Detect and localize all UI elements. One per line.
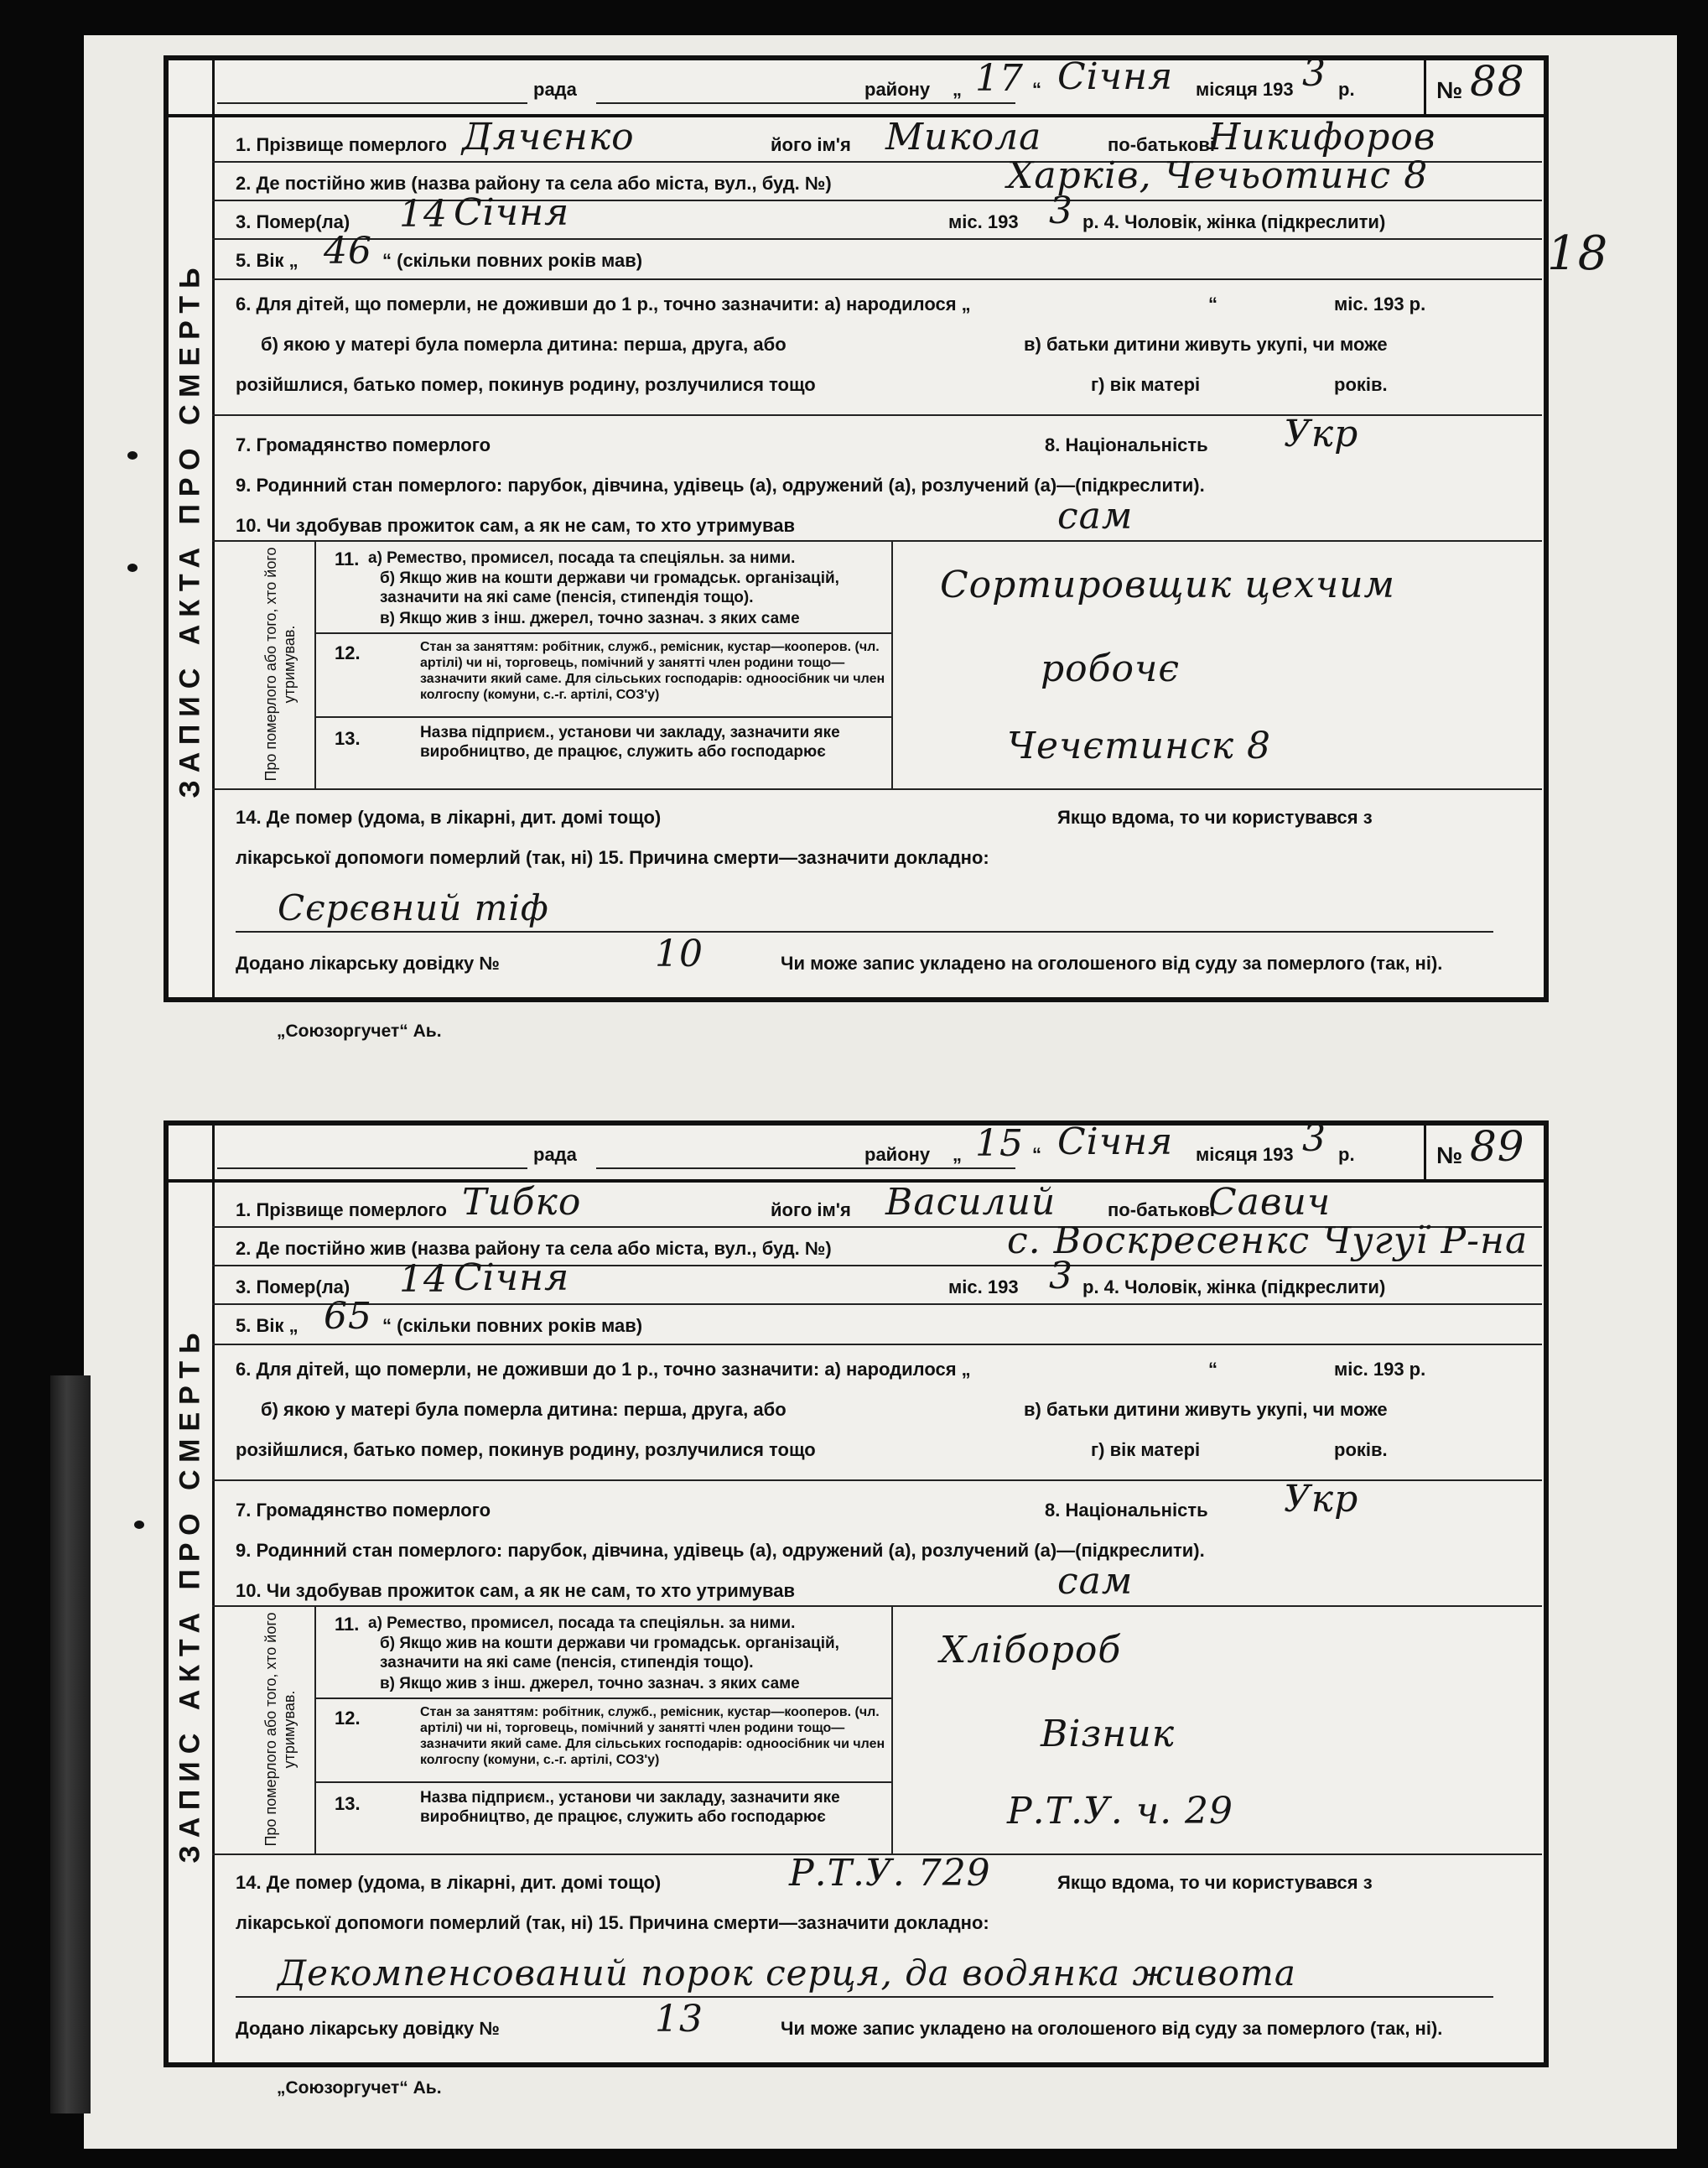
cause-label: лікарської допомоги померлий (так, ні) 15. Причина смерти—зазначити докладно: bbox=[236, 1912, 989, 1933]
died-year-hw: 3 bbox=[1049, 1255, 1073, 1297]
died-month-hw: Січня bbox=[454, 1256, 570, 1299]
child-c3: років. bbox=[1334, 374, 1388, 395]
child-a: 6. Для дітей, що померли, не доживши до 1 р., точно зазначити: а) народилося „ bbox=[236, 1359, 971, 1380]
name-hw: Микола bbox=[885, 116, 1042, 159]
age-label: 5. Вік „ bbox=[236, 1315, 299, 1336]
died-year-hw: 3 bbox=[1049, 190, 1073, 232]
rada-label: рада bbox=[533, 79, 577, 100]
r-label: р. bbox=[1338, 1144, 1355, 1165]
child-b: б) якою у матері була померла дитина: перша, друга, або bbox=[261, 334, 787, 355]
surname-label: 1. Прізвище померлого bbox=[236, 134, 447, 155]
name-hw: Василий bbox=[885, 1181, 1056, 1224]
misiatsia-label: місяця 193 bbox=[1196, 79, 1294, 100]
age-label: 5. Вік „ bbox=[236, 250, 299, 271]
residence-label: 2. Де постійно жив (назва району та села або міста, вул., буд. №) bbox=[236, 173, 832, 194]
died-label: 3. Помер(ла) bbox=[236, 1276, 350, 1297]
no-label: № bbox=[1436, 77, 1463, 103]
status-hw: Візник bbox=[1041, 1713, 1175, 1755]
l11-b: б) Якщо жив на кошти держави чи громадськ. організацій, зазначити на які саме (пенсія, стипендія тощо). bbox=[380, 1635, 839, 1671]
l11-a: а) Ремество, промисел, посада та спеціяльн. за ними. bbox=[368, 1614, 796, 1632]
nationality-label: 8. Національність bbox=[1045, 434, 1208, 455]
residence-hw: с. Воскресенкс Чугуї Р-на bbox=[1007, 1219, 1529, 1262]
vertical-title-band bbox=[169, 1126, 215, 2062]
child-a: 6. Для дітей, що померли, не доживши до 1 р., точно зазначити: а) народилося „ bbox=[236, 294, 971, 315]
cause-hw: Сєрєвний тіф bbox=[278, 887, 549, 928]
form-header bbox=[169, 52, 1544, 117]
name-label: його ім'я bbox=[771, 1199, 851, 1220]
day-hw: 15 bbox=[975, 1122, 1024, 1165]
died-month-hw: Січня bbox=[454, 191, 570, 234]
surname-hw: Тибко bbox=[462, 1181, 582, 1224]
died-mis-label: міс. 193 bbox=[948, 211, 1019, 232]
citizenship-label: 7. Громадянство померлого bbox=[236, 434, 491, 455]
l13-num: 13. bbox=[335, 1793, 361, 1814]
l13-num: 13. bbox=[335, 728, 361, 749]
child-a2: “ bbox=[1208, 294, 1217, 315]
child-a2: “ bbox=[1208, 1359, 1217, 1380]
patr-label: по-батькові bbox=[1108, 134, 1215, 155]
l13-text: Назва підприєм., установи чи закладу, зазначити яке виробництво, де працює, служить або господарює bbox=[420, 1789, 840, 1826]
patr-hw: Никифоров bbox=[1208, 116, 1436, 159]
patr-hw: Савич bbox=[1208, 1181, 1332, 1224]
l11-a: а) Ремество, промисел, посада та спеціяльн. за ними. bbox=[368, 549, 796, 567]
certificate-label: Додано лікарську довідку № bbox=[236, 953, 500, 974]
died-mis-label: міс. 193 bbox=[948, 1276, 1019, 1297]
surname-label: 1. Прізвище померлого bbox=[236, 1199, 447, 1220]
marital-label: 9. Родинний стан померлого: парубок, дівчина, удівець (а), одружений (а), розлучений (а)—(підкреслити). bbox=[236, 1540, 1205, 1561]
place-death-label: 14. Де помер (удома, в лікарні, дит. домі тощо) bbox=[236, 807, 662, 828]
l12-num: 12. bbox=[335, 642, 361, 663]
child-b2: в) батьки дитини живуть укупі, чи може bbox=[1024, 334, 1388, 355]
status-hw: робочє bbox=[1041, 647, 1181, 690]
l11-b: б) Якщо жив на кошти держави чи громадськ. організацій, зазначити на які саме (пенсія, стипендія тощо). bbox=[380, 569, 839, 606]
raionu-label: району bbox=[864, 1144, 931, 1165]
occupation-hw: Хлібороб bbox=[940, 1629, 1122, 1671]
age-rest: “ (скільки повних років мав) bbox=[382, 250, 643, 271]
death-record-form-2 bbox=[164, 1117, 1549, 2067]
punch-hole-mark bbox=[127, 564, 138, 572]
child-c: розійшлися, батько помер, покинув родину, розлучилися тощо bbox=[236, 374, 816, 395]
printer-footer-2: „Союзоргучет“ Аь. bbox=[277, 2078, 442, 2098]
child-c2: г) вік матері bbox=[1091, 374, 1201, 395]
sex-label: р. 4. Чоловік, жінка (підкреслити) bbox=[1082, 1276, 1386, 1297]
workplace-hw: Р.Т.У. ч. 29 bbox=[1007, 1790, 1234, 1833]
died-label: 3. Помер(ла) bbox=[236, 211, 350, 232]
no-hw: 88 bbox=[1470, 57, 1525, 106]
vertical-title-band bbox=[169, 60, 215, 997]
binding-edge bbox=[50, 1375, 91, 2113]
child-c2: г) вік матері bbox=[1091, 1439, 1201, 1460]
form-header bbox=[169, 1117, 1544, 1183]
occupation-hw: Сортировщик цехчим bbox=[940, 564, 1396, 606]
died-day-hw: 14 bbox=[399, 193, 448, 236]
l11-c: в) Якщо жив з інш. джерел, точно зазнач. з яких саме bbox=[380, 1675, 800, 1692]
l11-num: 11. bbox=[335, 548, 360, 569]
died-day-hw: 14 bbox=[399, 1258, 448, 1301]
court-label: Чи може запис укладено на оголошеного від суду за померлого (так, ні). bbox=[781, 953, 1443, 974]
l12-num: 12. bbox=[335, 1708, 361, 1729]
name-label: його ім'я bbox=[771, 134, 851, 155]
child-b2: в) батьки дитини живуть укупі, чи може bbox=[1024, 1399, 1388, 1420]
year-hw: 3 bbox=[1302, 52, 1326, 95]
certificate-label: Додано лікарську довідку № bbox=[236, 2018, 500, 2039]
band-title: ЗАПИС АКТА ПРО СМЕРТЬ bbox=[174, 259, 206, 798]
place-death-hw: Р.Т.У. 729 bbox=[789, 1852, 991, 1895]
number-box bbox=[1424, 57, 1544, 114]
number-box bbox=[1424, 1122, 1544, 1179]
place-death-rest: Якщо вдома, то чи користувався з bbox=[1057, 1872, 1373, 1893]
quote-open: „ bbox=[953, 1144, 962, 1165]
nationality-hw: Укр bbox=[1284, 1478, 1359, 1521]
punch-hole-mark bbox=[134, 1521, 144, 1529]
l12-text: Стан за заняттям: робітник, служб., ремісник, кустар—кооперов. (чл. артілі) чи ні, торговець, помічний у занятті член родини тощо—зазначити який саме. Для сільських господарів: одноосібник чи член колгоспу (комуни, с.-г. артілі, СОЗ'у) bbox=[420, 1705, 885, 1767]
child-b: б) якою у матері була померла дитина: перша, друга, або bbox=[261, 1399, 787, 1420]
month-hw: Січня bbox=[1057, 1120, 1174, 1163]
child-a3: міс. 193 р. bbox=[1334, 1359, 1426, 1380]
nationality-label: 8. Національність bbox=[1045, 1500, 1208, 1521]
quote-open: „ bbox=[953, 79, 962, 100]
l13-text: Назва підприєм., установи чи закладу, зазначити яке виробництво, де працює, служить або господарює bbox=[420, 724, 840, 761]
age-hw: 65 bbox=[324, 1295, 372, 1338]
l11-c: в) Якщо жив з інш. джерел, точно зазнач. з яких саме bbox=[380, 610, 800, 627]
no-label: № bbox=[1436, 1142, 1463, 1168]
month-hw: Січня bbox=[1057, 55, 1174, 98]
rada-label: рада bbox=[533, 1144, 577, 1165]
sex-label: р. 4. Чоловік, жінка (підкреслити) bbox=[1082, 211, 1386, 232]
death-record-form-1 bbox=[164, 52, 1549, 1002]
raionu-label: району bbox=[864, 79, 931, 100]
quote-close: “ bbox=[1032, 1144, 1041, 1165]
band-title: ЗАПИС АКТА ПРО СМЕРТЬ bbox=[174, 1324, 206, 1864]
printer-footer-1: „Союзоргучет“ Аь. bbox=[277, 1022, 442, 1041]
punch-hole-mark bbox=[127, 451, 138, 460]
age-hw: 46 bbox=[324, 230, 372, 273]
quote-close: “ bbox=[1032, 79, 1041, 100]
about-deceased-column bbox=[246, 540, 316, 788]
no-hw: 89 bbox=[1470, 1122, 1525, 1171]
age-rest: “ (скільки повних років мав) bbox=[382, 1315, 643, 1336]
year-hw: 3 bbox=[1302, 1117, 1326, 1160]
child-c: розійшлися, батько помер, покинув родину, розлучилися тощо bbox=[236, 1439, 816, 1460]
cause-label: лікарської допомоги померлий (так, ні) 15. Причина смерти—зазначити докладно: bbox=[236, 847, 989, 868]
certificate-hw: 10 bbox=[655, 933, 703, 975]
cause-hw: Декомпенсований порок серця, да водянка живота bbox=[278, 1952, 1296, 1994]
support-hw: сам bbox=[1057, 1560, 1134, 1603]
residence-label: 2. Де постійно жив (назва району та села або міста, вул., буд. №) bbox=[236, 1238, 832, 1259]
day-hw: 17 bbox=[975, 57, 1024, 100]
child-c3: років. bbox=[1334, 1439, 1388, 1460]
residence-hw: Харків, Чечьотинс 8 bbox=[1007, 154, 1429, 197]
support-hw: сам bbox=[1057, 495, 1134, 538]
support-label: 10. Чи здобував прожиток сам, а як не сам, то хто утримував bbox=[236, 515, 795, 536]
margin-note-hw: 18 bbox=[1547, 226, 1609, 281]
about-deceased-label: Про померлого або того, хто його утримував. bbox=[262, 1612, 298, 1847]
l11-num: 11. bbox=[335, 1614, 360, 1635]
workplace-hw: Чечєтинск 8 bbox=[1007, 725, 1272, 767]
place-death-label: 14. Де помер (удома, в лікарні, дит. домі тощо) bbox=[236, 1872, 662, 1893]
child-a3: міс. 193 р. bbox=[1334, 294, 1426, 315]
certificate-hw: 13 bbox=[655, 1998, 703, 2041]
court-label: Чи може запис укладено на оголошеного від суду за померлого (так, ні). bbox=[781, 2018, 1443, 2039]
r-label: р. bbox=[1338, 79, 1355, 100]
surname-hw: Дячєнко bbox=[462, 116, 635, 159]
about-deceased-column bbox=[246, 1605, 316, 1853]
patr-label: по-батькові bbox=[1108, 1199, 1215, 1220]
citizenship-label: 7. Громадянство померлого bbox=[236, 1500, 491, 1521]
misiatsia-label: місяця 193 bbox=[1196, 1144, 1294, 1165]
l12-text: Стан за заняттям: робітник, служб., ремісник, кустар—кооперов. (чл. артілі) чи ні, торговець, помічний у занятті член родини тощо—зазначити який саме. Для сільських господарів: одноосібник чи член колгоспу (комуни, с.-г. артілі, СОЗ'у) bbox=[420, 640, 885, 702]
support-label: 10. Чи здобував прожиток сам, а як не сам, то хто утримував bbox=[236, 1580, 795, 1601]
about-deceased-label: Про померлого або того, хто його утримував. bbox=[262, 547, 298, 782]
place-death-rest: Якщо вдома, то чи користувався з bbox=[1057, 807, 1373, 828]
marital-label: 9. Родинний стан померлого: парубок, дівчина, удівець (а), одружений (а), розлучений (а)—(підкреслити). bbox=[236, 475, 1205, 496]
nationality-hw: Укр bbox=[1284, 413, 1359, 455]
